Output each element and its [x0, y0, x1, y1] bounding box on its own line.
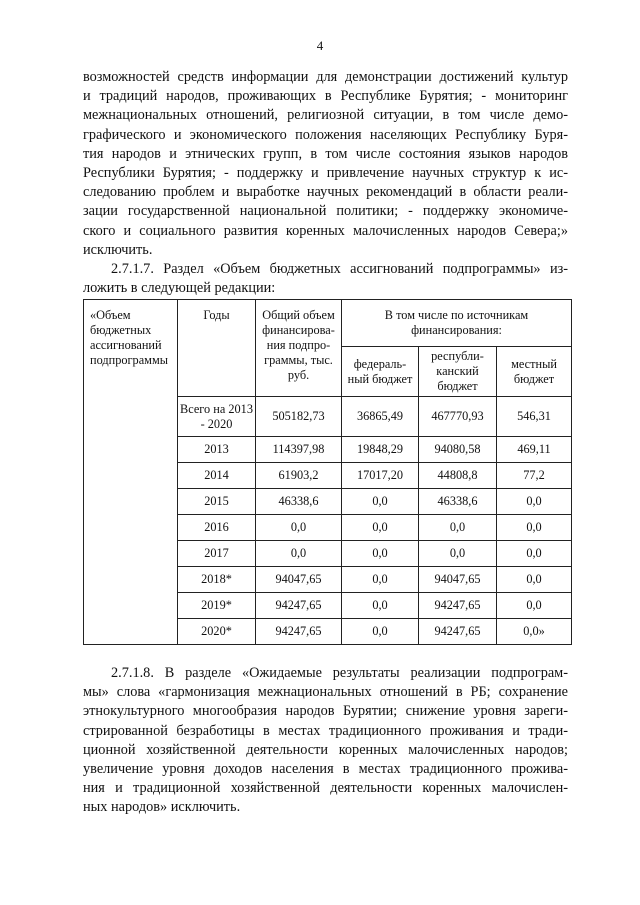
text-line: ния и традиционной хозяйственной деятельности коренных малочислен-	[83, 780, 568, 797]
text-line: исключить.	[83, 241, 153, 258]
cell-republic: 467770,93	[419, 397, 497, 437]
table-label-cell: «Объем бюджетных ассигнований подпрограммы	[84, 300, 178, 645]
cell-year: 2018*	[178, 567, 256, 593]
cell-federal: 17017,20	[342, 463, 419, 489]
cell-total: 114397,98	[256, 437, 342, 463]
cell-federal: 19848,29	[342, 437, 419, 463]
cell-republic: 44808,8	[419, 463, 497, 489]
cell-year: 2014	[178, 463, 256, 489]
header-total: Общий объем финансирова-ния подпро-граммы, тыс. руб.	[256, 300, 342, 397]
cell-total: 505182,73	[256, 397, 342, 437]
text-line: ского и социального развития коренных малочисленных народов Севера;»	[83, 222, 568, 239]
header-sources: В том числе по источникам финансирования:	[342, 300, 572, 347]
text-line: увеличение уровня доходов населения в местах традиционного прожива-	[83, 761, 568, 778]
text-line: межнациональных отношений, религиозной ситуации, в том числе демо-	[83, 107, 568, 124]
cell-year: 2015	[178, 489, 256, 515]
cell-total: 61903,2	[256, 463, 342, 489]
cell-republic: 94047,65	[419, 567, 497, 593]
header-local: местный бюджет	[497, 347, 572, 397]
cell-local: 469,11	[497, 437, 572, 463]
cell-local: 0,0	[497, 567, 572, 593]
text-line: ционной хозяйственной деятельности коренных малочисленных народов;	[83, 741, 568, 758]
cell-year: 2016	[178, 515, 256, 541]
cell-year: Всего на 2013 - 2020	[178, 397, 256, 437]
text-line: этнокультурного многообразия народов Бурятии; снижение уровня зареги-	[83, 703, 568, 720]
text-line: тия народов и этнических групп, в том числе состояния языков народов	[83, 145, 568, 162]
cell-federal: 0,0	[342, 619, 419, 645]
cell-total: 46338,6	[256, 489, 342, 515]
paragraph-bottom	[83, 664, 568, 818]
cell-federal: 0,0	[342, 593, 419, 619]
cell-local: 0,0	[497, 515, 572, 541]
header-federal: федераль-ный бюджет	[342, 347, 419, 397]
cell-total: 94247,65	[256, 619, 342, 645]
text-line: Республики Бурятия; - поддержку и привлечение научных структур к ис-	[83, 165, 568, 182]
text-line: стрированной безработицы в местах традиционного проживания и тради-	[83, 722, 568, 739]
paragraph-top	[83, 68, 568, 298]
cell-republic: 0,0	[419, 515, 497, 541]
cell-total: 94047,65	[256, 567, 342, 593]
cell-republic: 94247,65	[419, 593, 497, 619]
cell-republic: 94247,65	[419, 619, 497, 645]
page-number: 4	[316, 38, 324, 53]
cell-local: 546,31	[497, 397, 572, 437]
cell-federal: 0,0	[342, 567, 419, 593]
cell-local: 0,0»	[497, 619, 572, 645]
cell-year: 2020*	[178, 619, 256, 645]
text-line: 2.7.1.8. В разделе «Ожидаемые результаты реализации подпрограм-	[111, 665, 568, 681]
text-line: 2.7.1.7. Раздел «Объем бюджетных ассигнований подпрограммы» из-	[111, 261, 568, 278]
cell-federal: 36865,49	[342, 397, 419, 437]
header-years: Годы	[178, 300, 256, 397]
cell-year: 2017	[178, 541, 256, 567]
text-line: следованию проблем и выработке научных рекомендаций в области реали-	[83, 184, 568, 201]
text-line: зации государственной национальной политики; - поддержку экономиче-	[83, 203, 568, 220]
cell-total: 0,0	[256, 515, 342, 541]
cell-republic: 0,0	[419, 541, 497, 567]
cell-local: 0,0	[497, 593, 572, 619]
cell-federal: 0,0	[342, 515, 419, 541]
header-republic: республи-канский бюджет	[419, 347, 497, 397]
cell-total: 0,0	[256, 541, 342, 567]
text-line: графического и экономического положения населяющих Республику Буря-	[83, 126, 568, 143]
text-line: мы» слова «гармонизация межнациональных отношений в РБ; сохранение	[83, 684, 568, 701]
text-line: ных народов» исключить.	[83, 799, 241, 816]
text-line: возможностей средств информации для демонстрации достижений культур	[83, 69, 568, 85]
cell-year: 2013	[178, 437, 256, 463]
cell-federal: 0,0	[342, 489, 419, 515]
cell-total: 94247,65	[256, 593, 342, 619]
cell-federal: 0,0	[342, 541, 419, 567]
cell-local: 0,0	[497, 541, 572, 567]
cell-republic: 46338,6	[419, 489, 497, 515]
cell-republic: 94080,58	[419, 437, 497, 463]
text-line: и традиций народов, проживающих в Республике Бурятия; - мониторинг	[83, 88, 568, 105]
budget-table	[83, 299, 572, 645]
cell-local: 77,2	[497, 463, 572, 489]
cell-local: 0,0	[497, 489, 572, 515]
cell-year: 2019*	[178, 593, 256, 619]
text-line: ложить в следующей редакции:	[83, 280, 276, 297]
